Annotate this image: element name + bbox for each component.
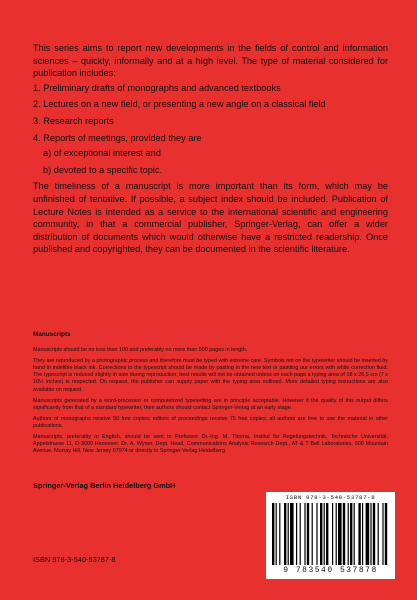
material-list	[33, 82, 388, 177]
barcode-digits: 9 783540 537878	[283, 566, 378, 575]
list-item: 1. Preliminary drafts of monographs and advanced textbooks	[33, 82, 281, 93]
barcode-bars	[272, 503, 389, 565]
timeliness-paragraph: The timeliness of a manuscript is more important than its form, which may be unfinished of tentative. If possible, a subject index should be included. Publication of Lecture Notes is intended as a service to the international scientific and engineering community, in that a commercial publisher, Springer-Verlag, can offer a wider distribution of documents which would otherwise have a restricted readership. Once published and copyrighted, they can be documented in the scientific literature.	[33, 181, 388, 255]
manuscripts-paragraph: Manuscripts generated by a word-processor or computerized typesetting are in principle acceptable. However if the quality of this output differs significantly from that of a standard typewriter, then authors should contact Springer-Verlag at an early stage.	[33, 397, 388, 411]
manuscripts-paragraph: They are reproduced by a photographic process and therefore must be typed with extreme care. Symbols not on the typewriter should be inserted by hand in indelible black ink. Corrections to the typescript should be made by pasting in the new text or painting our errors with white correction fluid. The typescript is reduced slightly in size during reproduction; best results will not be obtained unless on each page a typing area of 18 x 26,5 cm (7 x 10½ inches) is respected. On request, the publisher can supply paper with the typing area outlined. More detailed typing instructions are also available on request.	[33, 358, 388, 393]
publisher-name: Springer-Verlag Berlin Heidelberg GmbH	[33, 481, 176, 490]
manuscripts-section	[33, 331, 388, 459]
manuscripts-paragraph: Authors of monographs receive 50 free copies; editors of proceedings receive 75 free copies; all authors are free to use the material in other publications.	[33, 415, 388, 429]
list-item-label: 4. Reports of meetings, provided they are	[33, 132, 202, 143]
list-item: 3. Research reports	[33, 115, 114, 126]
intro-paragraph: This series aims to report new developments in the fields of control and information sciences – quickly, informally and at a high level. The type of material considered for publication includes:	[33, 43, 388, 79]
list-item: 2. Lectures on a new field, or presenting a new angle on a classical field	[33, 99, 326, 110]
isbn-text: ISBN 978-3-540-53787-8	[33, 555, 116, 564]
meeting-conditions-list	[43, 147, 388, 176]
manuscripts-paragraph: Manuscripts should be no less than 100 and preferably no more than 500 pages in length.	[33, 347, 248, 354]
sublist-item: a) of exceptional interest and	[43, 148, 161, 159]
manuscripts-heading: Manuscripts	[33, 331, 71, 338]
series-description	[33, 42, 388, 256]
list-item	[33, 132, 388, 177]
barcode	[266, 492, 395, 579]
manuscripts-paragraph: Manuscripts, preferably in English, should be sent to Professor Dr.-Ing. M. Thoma, Institut für Regelungstechnik, Technische Universität, Appelstrasse 11, D-3000 Hannover, Dr. A. Wyner, Dept. Head, Communications Analysis Research Dept., AT & T Bell Laboratories, 600 Mountain Avenue, Murray Hill, New Jersey 07974 or directly to Springer-Verlag Heidelberg.	[33, 434, 388, 455]
sublist-item: b) devoted to a specific topic.	[43, 164, 162, 175]
barcode-isbn-label: ISBN 978-3-540-53787-8	[285, 494, 376, 501]
